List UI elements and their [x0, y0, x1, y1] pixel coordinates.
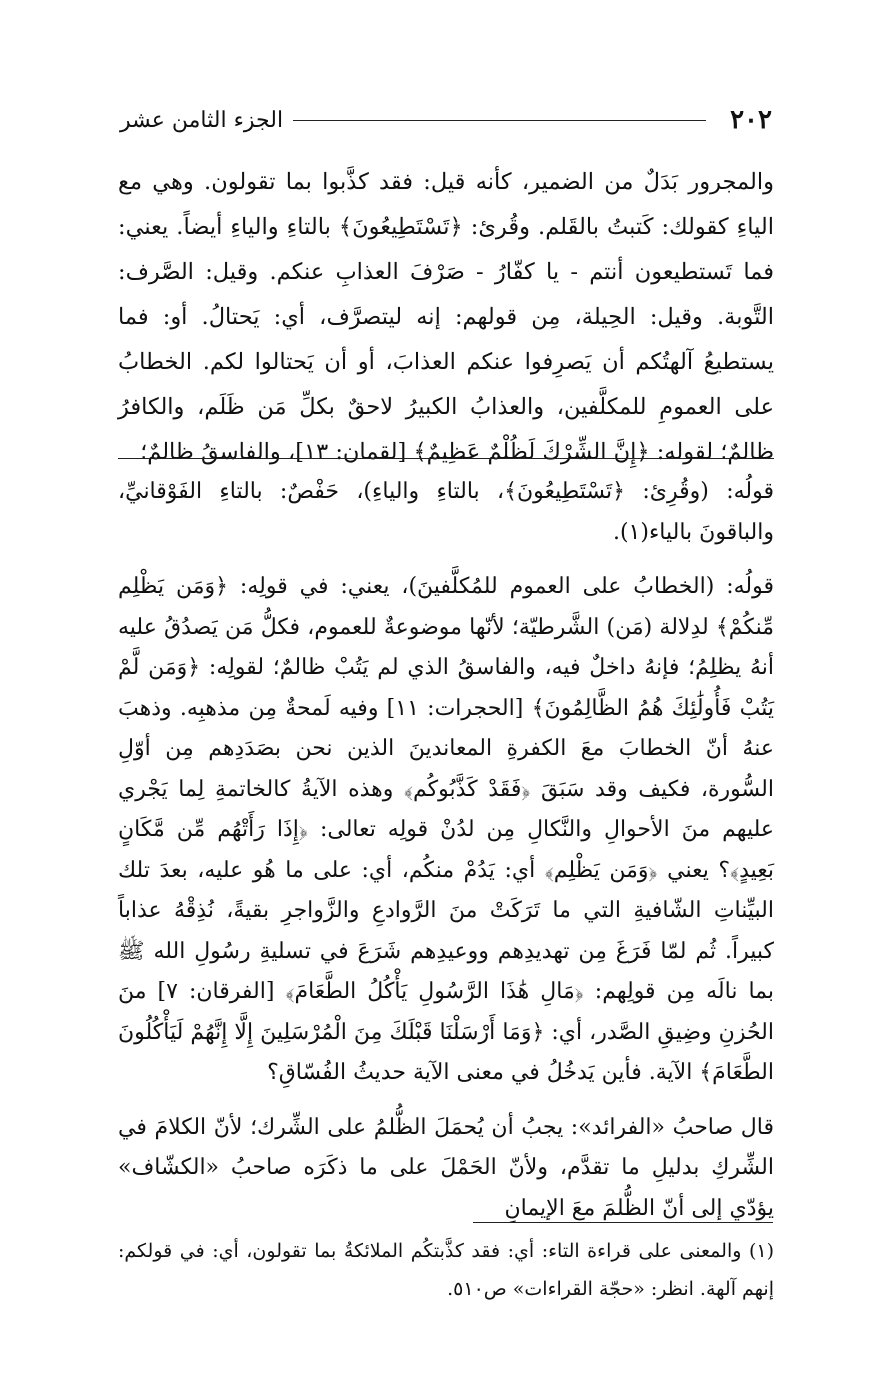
section-divider	[118, 458, 774, 459]
commentary	[118, 472, 774, 1243]
header-rule	[293, 120, 706, 121]
commentary-paragraph-3: قال صاحبُ «الفرائد»: يجبُ أن يُحمَلَ الظُّلمُ على الشِّرك؛ لأنّ الكلامَ في الشِّركِ بدليلِ ما تقدَّم، ولأنّ الحَمْلَ على ما ذكَرَه صاحبُ «الكشّاف» يؤدّي إلى أنّ الظُّلمَ معَ الإيمانِ	[118, 1114, 774, 1221]
page-header	[120, 100, 772, 140]
main-text: والمجرور بَدَلٌ من الضمير، كأنه قيل: فقد كذَّبوا بما تقولون. وهي مع الياءِ كقولك: كَتبتُ بالقَلم. وقُرئ: ﴿تَسْتَطِيعُونَ﴾ بالتاءِ والياءِ أيضاً. يعني: فما تَستطيعون أنتم - يا كفّارُ - صَرْفَ العذابِ عنكم. وقيل: الصَّرف: التَّوبة. وقيل: الحِيلة، مِن قولهم: إنه ليتصرَّف، أي: يَحتالُ. أو: فما يستطيعُ آلهتُكم أن يَصرِفوا عنكم العذابَ، أو أن يَحتالوا لكم. الخطابُ على العمومِ للمكلَّفين، والعذابُ الكبيرُ لاحقٌ بكلِّ مَن ظَلَم، والكافرُ ظالمٌ؛ لقوله: ﴿إِنَّ الشِّرْكَ لَظُلْمٌ عَظِيمٌ﴾ [لقمان: ١٣]، والفاسقُ ظالمٌ؛	[118, 169, 774, 465]
running-head: الجزء الثامن عشر	[120, 107, 284, 133]
footnote: (١) والمعنى على قراءة التاء: أي: فقد كذَّبتكُم الملائكةُ بما تقولون، أي: في قولكم: إنهم آلهة. انظر: «حجّة القراءات» ص٥١٠.	[118, 1240, 774, 1300]
commentary-paragraph-2: قولُه: (الخطابُ على العموم للمُكلَّفينَ)، يعني: في قولِه: ﴿وَمَن يَظْلِم مِّنكُمْ﴾ لدِلالة (مَن) الشَّرطيّة؛ لأنّها موضوعةٌ للعموم، فكلُّ مَن يَصدُقُ عليه أنهُ يظلِمُ؛ فإنهُ داخلٌ فيه، والفاسقُ الذي لم يَتُبْ ظالمٌ؛ لقولِه: ﴿وَمَن لَّمْ يَتُبْ فَأُولَٰئِكَ هُمُ الظَّالِمُونَ﴾ [الحجرات: ١١] وفيه لَمحةٌ مِن مذهبِه. وذهبَ عنهُ أنّ الخطابَ معَ الكفرةِ المعاندينَ الذين نحن بصَدَدِهم مِن أوّلِ السُّورة، فكيف وقد سَبَقَ ﴿فَقَدْ كَذَّبُوكُم﴾ وهذه الآيةُ كالخاتمةِ لِما يَجْري عليهم منَ الأحوالِ والنَّكالِ مِن لدُنْ قولِه تعالى: ﴿إِذَا رَأَتْهُم مِّن مَّكَانٍ بَعِيدٍ﴾؟ يعني ﴿وَمَن يَظْلِم﴾ أي: يَدُمْ منكُم، أي: على ما هُو عليه، بعدَ تلك البيِّناتِ الشّافيةِ التي ما تَرَكَتْ منَ الرَّوادعِ والزَّواجرِ بقيةً، نُذِقْهُ عذاباً كبيراً. ثُم لمّا فَرَغَ مِن تهديدِهم ووعيدِهم شَرَعَ في تسليةِ رسُولِ الله ﷺ بما نالَه مِن قولِهم: ﴿مَالِ هَٰذَا الرَّسُولِ يَأْكُلُ الطَّعَامَ﴾ [الفرقان: ٧] منَ الحُزنِ وضِيقِ الصَّدر، أي: ﴿وَمَا أَرْسَلْنَا قَبْلَكَ مِنَ الْمُرْسَلِينَ إِلَّا إِنَّهُمْ لَيَأْكُلُونَ الطَّعَامَ﴾ الآية. فأين يَدخُلُ في معنى الآية حديثُ الفُسّاقِ؟	[118, 574, 775, 1085]
page-number: ٢٠٢	[730, 105, 772, 135]
footnote-divider	[473, 1222, 773, 1223]
commentary-paragraph-1: قولُه: (وقُرِئ: ﴿تَسْتَطِيعُونَ﴾، بالتاءِ والياءِ)، حَفْصٌ: بالتاءِ الفَوْقانيِّ، والباقونَ بالياء(١).	[118, 479, 774, 545]
